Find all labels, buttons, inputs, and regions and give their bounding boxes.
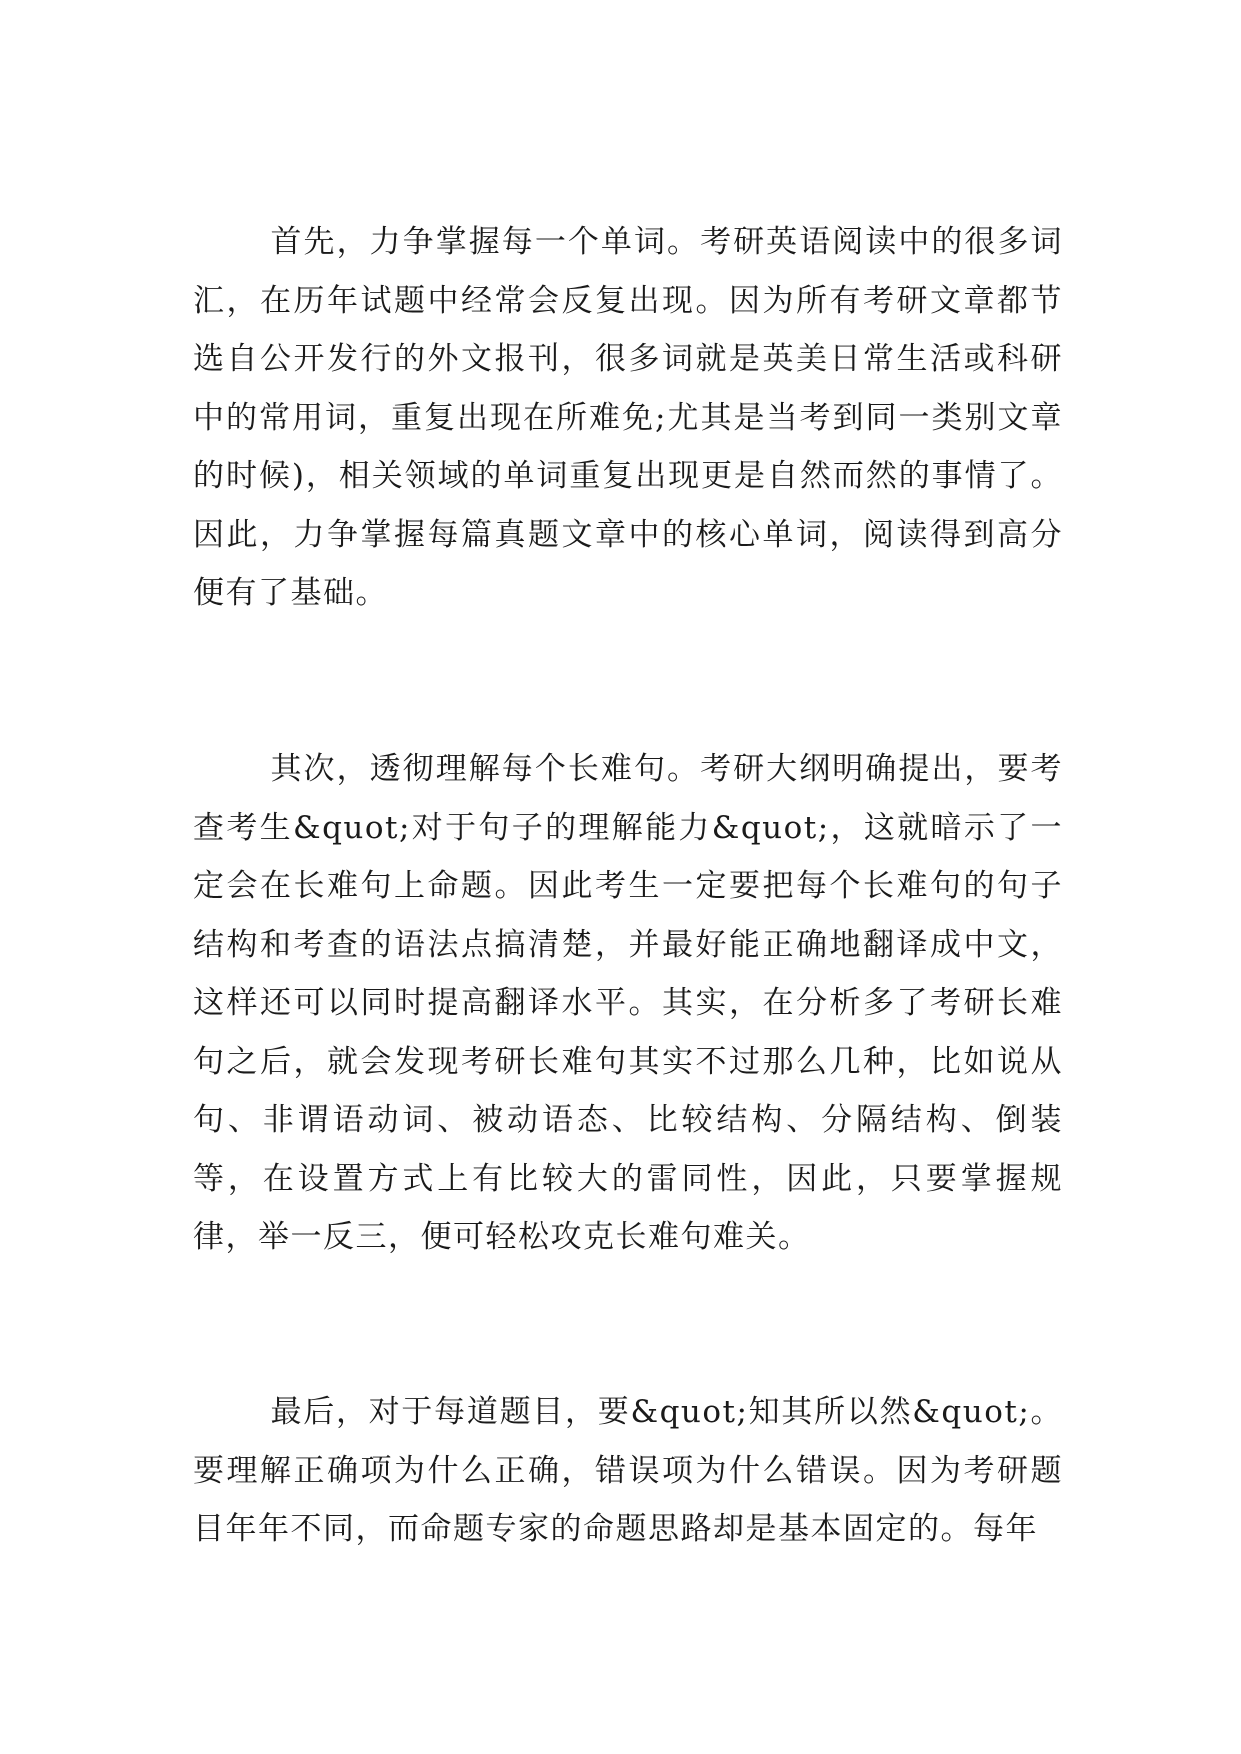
- paragraph-vocabulary: 首先，力争掌握每一个单词。考研英语阅读中的很多词汇，在历年试题中经常会反复出现。因为所有考研文章都节选自公开发行的外文报刊，很多词就是英美日常生活或科研中的常用词，重复出现在所难免;尤其是当考到同一类别文章的时候)，相关领域的单词重复出现更是自然而然的事情了。因此，力争掌握每篇真题文章中的核心单词，阅读得到高分便有了基础。: [193, 224, 1063, 611]
- paragraph-long-sentences: 其次，透彻理解每个长难句。考研大纲明确提出，要考查考生&quot;对于句子的理解能力&quot;，这就暗示了一定会在长难句上命题。因此考生一定要把每个长难句的句子结构和考查的语法点搞清楚，并最好能正确地翻译成中文，这样还可以同时提高翻译水平。其实，在分析多了考研长难句之后，就会发现考研长难句其实不过那么几种，比如说从句、非谓语动词、被动语态、比较结构、分隔结构、倒装等，在设置方式上有比较大的雷同性，因此，只要掌握规律，举一反三，便可轻松攻克长难句难关。: [193, 751, 1063, 1255]
- paragraph-question-analysis: 最后，对于每道题目，要&quot;知其所以然&quot;。要理解正确项为什么正确，错误项为什么错误。因为考研题目年年不同，而命题专家的命题思路却是基本固定的。每年: [193, 1394, 1063, 1547]
